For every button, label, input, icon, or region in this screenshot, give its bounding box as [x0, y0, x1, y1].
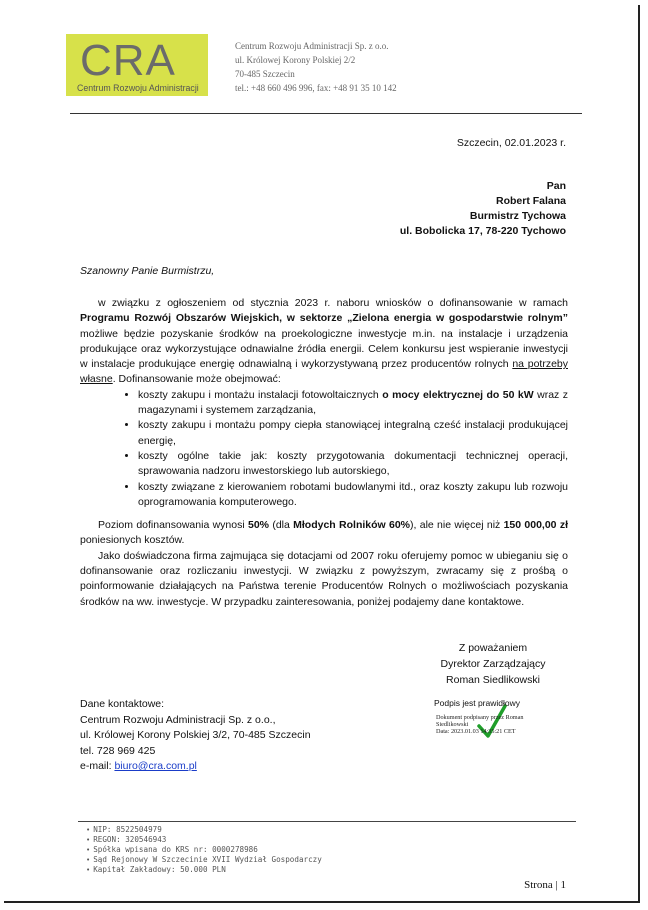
company-header-info	[235, 39, 397, 95]
footer-court: Sąd Rejonowy W Szczecinie XVII Wydział Gospodarczy	[93, 855, 322, 864]
signature-signer-name: Siedlikowski	[436, 721, 469, 728]
text-span: w związku z ogłoszeniem od stycznia 2023 r. naboru wniosków o dofinansowanie w ramach	[98, 297, 568, 309]
bullet-icon: •	[86, 856, 91, 864]
underlined-text: na potrzeby własne	[80, 358, 568, 386]
electronic-signature	[433, 698, 563, 746]
list-item	[138, 388, 568, 419]
company-street: ul. Królowej Korony Polskiej 2/2	[235, 55, 356, 65]
text-span: Poziom dofinansowania wynosi	[98, 519, 248, 532]
page-number: Strona | 1	[524, 879, 566, 891]
contact-block	[80, 697, 311, 775]
footer-item	[86, 835, 322, 845]
signer-position: Dyrektor Zarządzający	[440, 658, 546, 670]
bullet-icon: •	[86, 866, 91, 874]
recipient-title: Pan	[546, 180, 566, 192]
text-span: koszty zakupu i montażu instalacji fotowoltaicznych	[138, 388, 383, 401]
list-item: • koszty zakupu i montażu pompy ciepła stanowiącej integralną cześć instalacji produkującej energię,	[138, 418, 568, 449]
paragraph-offer: Jako doświadczona firma zajmująca się dotacjami od 2007 roku oferujemy pomoc w ubieganiu się o dofinansowanie oraz rozliczaniu inwestycji. W związku z powyższym, zwracamy się z prośbą o poinformowanie działających na Państwa terenie Producentów Rolnych o możliwościach pozyskania środków na ww. inwestycje. W przypadku zainteresowania, poniżej podajemy dane kontaktowe.	[80, 549, 568, 608]
recipient-address: ul. Bobolicka 17, 78-220 Tychowo	[399, 225, 566, 237]
signature-date: Data: 2023.01.03 14:35:21 CET	[436, 728, 516, 735]
footer-item	[86, 845, 322, 855]
text-span: możliwe będzie pozyskanie środków na proekologiczne inwestycje m.in. na instalacje i urządzenia produkujące oraz wykorzystujące odnawialne źródła energii. Celem konkursu jest wspieranie inwestycji w instalacje produkujące energię odnawialną i wykorzystywaną przez producentów rolnych	[80, 327, 568, 371]
paragraph-intro	[80, 296, 568, 388]
footer-nip: NIP: 8522504979	[93, 825, 162, 834]
signature-status: Podpis jest prawidłowy	[434, 698, 520, 708]
company-phone: tel.: +48 660 496 996, fax: +48 91 35 10 142	[235, 83, 397, 93]
contact-heading: Dane kontaktowe:	[80, 698, 165, 710]
contact-address: ul. Królowej Korony Polskiej 3/2, 70-485 Szczecin	[80, 729, 311, 741]
signature-block	[440, 640, 546, 688]
footer-item	[86, 825, 322, 835]
bullet-icon: •	[86, 836, 91, 844]
letter-body	[80, 296, 568, 610]
program-name: Programu Rozwój Obszarów Wiejskich, w sektorze „Zielona energia w gospodarstwie rolnym”	[80, 312, 568, 325]
text-span: . Dofinansowanie może obejmować:	[112, 373, 281, 386]
recipient-name: Robert Falana	[495, 195, 566, 207]
list-item: • koszty ogólne takie jak: koszty przygotowania dokumentacji technicznej operacji, sprawowania nadzoru inwestorskiego lub autorskiego,	[138, 449, 568, 480]
list-item: • koszty związane z kierowaniem robotami budowlanymi itd., oraz koszty zakupu lub rozwoju oprogramowania komputerowego.	[138, 480, 568, 511]
recipient-block	[400, 179, 566, 239]
text-span: wraz z magazynami i systemem zarządzania,	[138, 388, 569, 417]
letter-date: Szczecin, 02.01.2023 r.	[456, 137, 566, 149]
signer-name: Roman Siedlikowski	[446, 674, 540, 686]
footer-regon: REGON: 320546943	[93, 835, 167, 844]
company-city: 70-485 Szczecin	[235, 69, 295, 79]
footer-item	[86, 865, 322, 875]
footer-registry	[86, 825, 322, 875]
closing: Z poważaniem	[458, 642, 528, 654]
company-name: Centrum Rozwoju Administracji Sp. z o.o.	[235, 41, 389, 51]
checkmark-icon	[477, 702, 507, 742]
bullet-icon: •	[86, 846, 91, 854]
signature-signer-line: Dokument podpisany przez Roman	[436, 714, 524, 721]
bold-text: 150 000,00 zł	[503, 519, 568, 532]
contact-phone: tel. 728 969 425	[80, 744, 156, 757]
text-span: (dla	[269, 519, 294, 532]
footer-krs: Spółka wpisana do KRS nr: 0000278986	[93, 845, 258, 854]
logo-subtitle: Centrum Rozwoju Administracji	[77, 83, 199, 93]
bullet-icon: •	[86, 826, 91, 834]
email-link[interactable]: biuro@cra.com.pl	[114, 760, 197, 772]
logo-text: CRA	[80, 36, 176, 85]
bold-text: Młodych Rolników 60%	[293, 519, 411, 532]
recipient-position: Burmistrz Tychowa	[469, 210, 566, 222]
paragraph-funding	[80, 518, 568, 549]
salutation: Szanowny Panie Burmistrzu,	[80, 265, 215, 277]
footer-item	[86, 855, 322, 865]
footer-divider	[78, 821, 576, 822]
bold-text: 50%	[248, 519, 270, 532]
header-divider	[70, 113, 582, 114]
company-logo	[66, 34, 208, 96]
bold-text: o mocy elektrycznej do 50 kW	[382, 388, 534, 401]
text-span: poniesionych kosztów.	[80, 534, 185, 547]
email-label: e-mail:	[80, 760, 115, 772]
cost-list	[80, 388, 568, 510]
footer-capital: Kapitał Zakładowy: 50.000 PLN	[93, 865, 226, 874]
contact-email-line	[80, 759, 311, 775]
text-span: ), ale nie więcej niż	[410, 519, 504, 532]
contact-company: Centrum Rozwoju Administracji Sp. z o.o.,	[80, 713, 276, 726]
